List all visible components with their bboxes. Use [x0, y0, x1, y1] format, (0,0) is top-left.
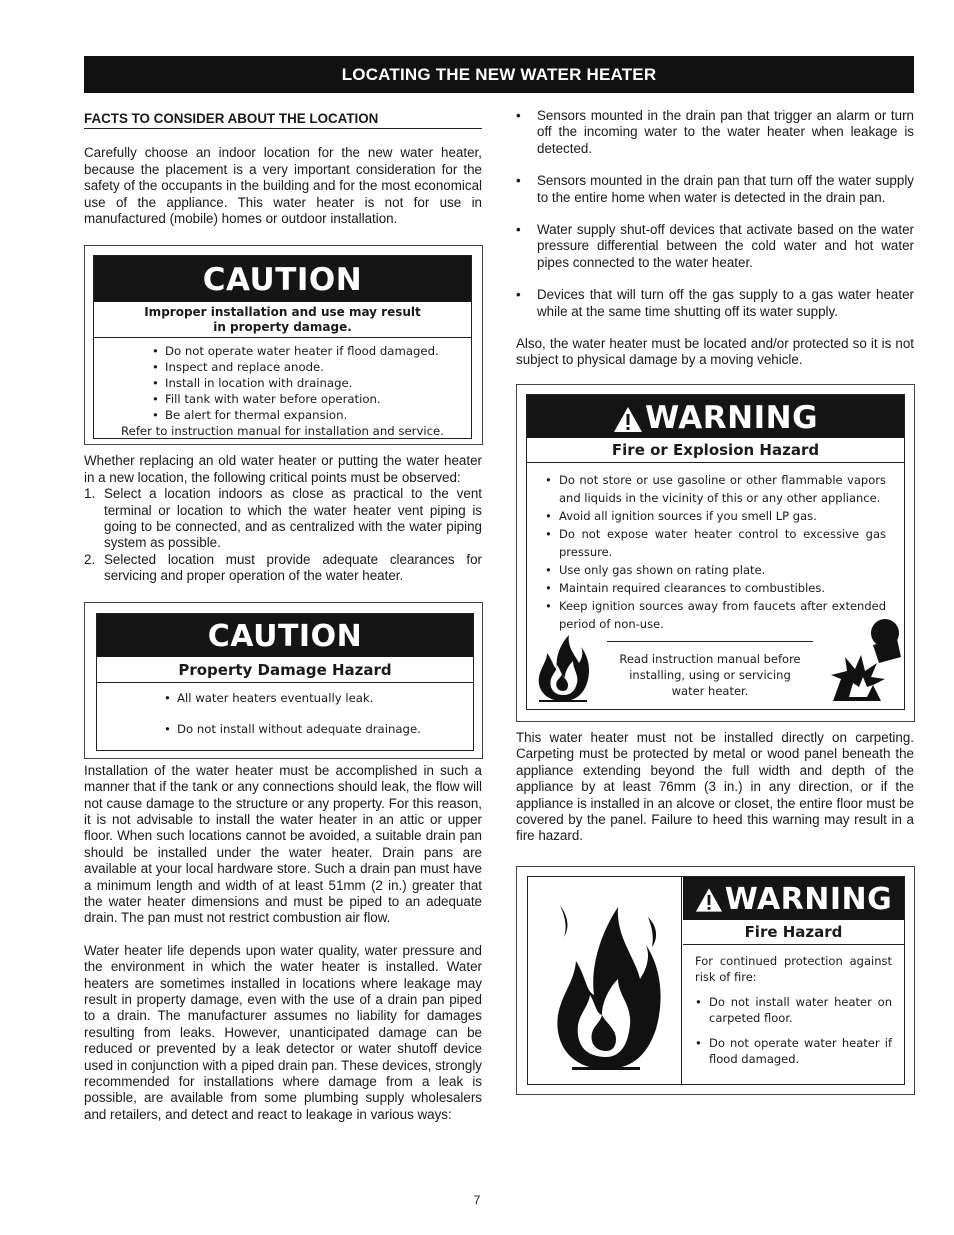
left-column	[84, 111, 482, 1123]
caution-subtitle: Improper installation and use may result in property damage.	[94, 302, 471, 338]
warning-body	[683, 945, 904, 1068]
replacing-intro: Whether replacing an old water heater or putting the water heater in a new location, the following critical points must be observed:	[84, 453, 482, 485]
flame-icon	[535, 631, 591, 703]
flame-icon	[546, 897, 664, 1077]
warning-item: • Avoid all ignition sources if you smell LP gas.	[545, 508, 817, 523]
bullet-icon: •	[152, 392, 159, 407]
caution-banner: CAUTION	[97, 614, 473, 657]
critical-point: 1. Select a location indoors as close as practical to the vent terminal or location to which the water heater vent piping is going to be connected, and as centralized with the water piping system as possible.	[84, 486, 482, 551]
section-header-bar	[84, 56, 914, 93]
leak-device-list	[516, 108, 914, 320]
installation-paragraph: Installation of the water heater must be accomplished in such a manner that if the tank or any connections should leak, the flow will not cause damage to the structure or any property. For this reason, it is not advisable to install the water heater in an attic or upper floor. When such locations cannot be avoided, a suitable drain pan should be installed under the water heater. Drain pans are available at your local hardware store. Such a drain pan must have a minimum length and width of at least 51mm (2 in.) greater that the water heater dimensions and must be piped to an adequate drain. The pan must not restrict combustion air flow.	[84, 762, 482, 926]
warning-banner: WARNING	[683, 877, 904, 920]
read-manual-text: Read instruction manual before installing, using or servicing water heater.	[619, 651, 801, 698]
bullet-icon: •	[695, 1035, 702, 1050]
caution-item: • Do not install without adequate drainage.	[164, 721, 421, 736]
caution-item: • Fill tank with water before operation.	[152, 392, 381, 407]
bullet-icon: •	[516, 173, 521, 189]
warning-item: • Do not install water heater on carpeted floor.	[695, 994, 892, 1026]
bullet-icon: •	[152, 360, 159, 375]
right-column	[516, 108, 914, 1095]
bullet-icon: •	[545, 472, 552, 487]
bullet-icon: •	[545, 580, 552, 595]
bullet-icon: •	[164, 690, 171, 705]
warning-subtitle: Fire Hazard	[683, 920, 904, 945]
carpet-paragraph: This water heater must not be installed directly on carpeting. Carpeting must be protected by metal or wood panel beneath the appliance extending beyond the full width and depth of the appliance by at least 76mm (3 in.) in any direction, or if the appliance is installed in an alcove or closet, the entire floor must be covered by the panel. Failure to heed this warning may result in a fire hazard.	[516, 729, 914, 844]
warning-item: • Do not expose water heater control to excessive gas pressure.	[545, 526, 886, 559]
caution-banner: CAUTION	[94, 256, 471, 302]
warning-item: • Do not store or use gasoline or other flammable vapors and liquids in the vicinity of this or any other appliance.	[545, 472, 886, 505]
caution-item: • Inspect and replace anode.	[152, 360, 324, 375]
warning-item: • Do not operate water heater if flood damaged.	[695, 1035, 892, 1067]
leak-device-item: • Water supply shut-off devices that activate based on the water pressure differential between the cold water and hot water pipes connected to the water heater.	[516, 222, 914, 270]
warning-label-fire-explosion	[516, 384, 915, 722]
bullet-icon: •	[516, 108, 521, 123]
fire-hazard-panel	[683, 877, 904, 1084]
bullet-icon: •	[545, 562, 552, 577]
caution-label-property-damage	[84, 245, 483, 445]
critical-points-list	[84, 486, 482, 584]
caution-item: • All water heaters eventually leak.	[164, 690, 374, 705]
warning-intro: For continued protection against risk of fire:	[695, 953, 892, 985]
page-number: 7	[473, 1193, 481, 1207]
explosion-icon	[827, 617, 903, 703]
warning-triangle-icon	[613, 406, 643, 433]
caution-item: • Install in location with drainage.	[152, 376, 353, 391]
bullet-icon: •	[516, 222, 521, 238]
bullet-icon: •	[164, 721, 171, 736]
leak-device-item: • Devices that will turn off the gas supply to a gas water heater while at the same time shutting off its water supply.	[516, 287, 914, 319]
flame-panel	[528, 877, 682, 1084]
warning-triangle-icon	[695, 887, 723, 913]
vehicle-paragraph: Also, the water heater must be located and/or protected so it is not subject to physical damage by a moving vehicle.	[516, 336, 914, 368]
location-facts-heading: FACTS TO CONSIDER ABOUT THE LOCATION	[84, 111, 482, 129]
warning-item: • Maintain required clearances to combustibles.	[545, 580, 825, 595]
leak-device-item: • Sensors mounted in the drain pan that trigger an alarm or turn off the incoming water to the water heater when leakage is detected.	[516, 108, 914, 156]
bullet-icon: •	[695, 994, 702, 1009]
bullet-icon: •	[152, 376, 159, 391]
critical-point: 2. Selected location must provide adequate clearances for servicing and proper operation of the water heater.	[84, 551, 482, 584]
warning-item: • Keep ignition sources away from faucets after extended period of non-use.	[545, 598, 886, 631]
bullet-icon: •	[516, 287, 521, 303]
warning-banner: WARNING	[527, 395, 904, 438]
water-heater-life-paragraph: Water heater life depends upon water quality, water pressure and the environment in which the water heater is installed. Water heaters are sometimes installed in locations where leakage may result in property damage, even with the use of a drain pan piped to a drain. The manufacturer assumes no liability for damages resulting from leaks. However, unanticipated damage can be reduced or prevented by a leak detector or water shutoff device used in conjunction with a piped drain pan. These devices, strongly recommended for installations where damage from a leak is possible, are available from some plumbing supply wholesalers and retailers, and detect and react to leakage in various ways:	[84, 942, 482, 1122]
warning-item: • Use only gas shown on rating plate.	[545, 562, 766, 577]
leak-device-item: • Sensors mounted in the drain pan that turn off the water supply to the entire home when water is detected in the drain pan.	[516, 173, 914, 205]
caution-subtitle: Property Damage Hazard	[97, 657, 473, 683]
caution-reference: Refer to instruction manual for installation and service.	[121, 424, 444, 439]
section-title: LOCATING THE NEW WATER HEATER	[341, 64, 657, 84]
intro-paragraph: Carefully choose an indoor location for the new water heater, because the placement is a very important consideration for the safety of the occupants in the building and for the most economical use of the appliance. This water heater is not for use in manufactured (mobile) homes or outdoor installation.	[84, 145, 482, 227]
bullet-icon: •	[152, 408, 159, 423]
warning-subtitle: Fire or Explosion Hazard	[527, 438, 904, 463]
bullet-icon: •	[545, 598, 552, 613]
caution-item: • Be alert for thermal expansion.	[152, 408, 348, 423]
caution-item: • Do not operate water heater if flood damaged.	[152, 344, 439, 359]
caution-body	[97, 683, 473, 737]
caution-label-property-damage-hazard	[84, 602, 483, 759]
read-manual-line	[607, 641, 813, 642]
bullet-icon: •	[152, 344, 159, 359]
bullet-icon: •	[545, 508, 552, 523]
bullet-icon: •	[545, 526, 552, 541]
warning-body	[527, 463, 904, 633]
caution-body	[94, 338, 471, 439]
warning-label-fire-hazard	[516, 866, 915, 1095]
